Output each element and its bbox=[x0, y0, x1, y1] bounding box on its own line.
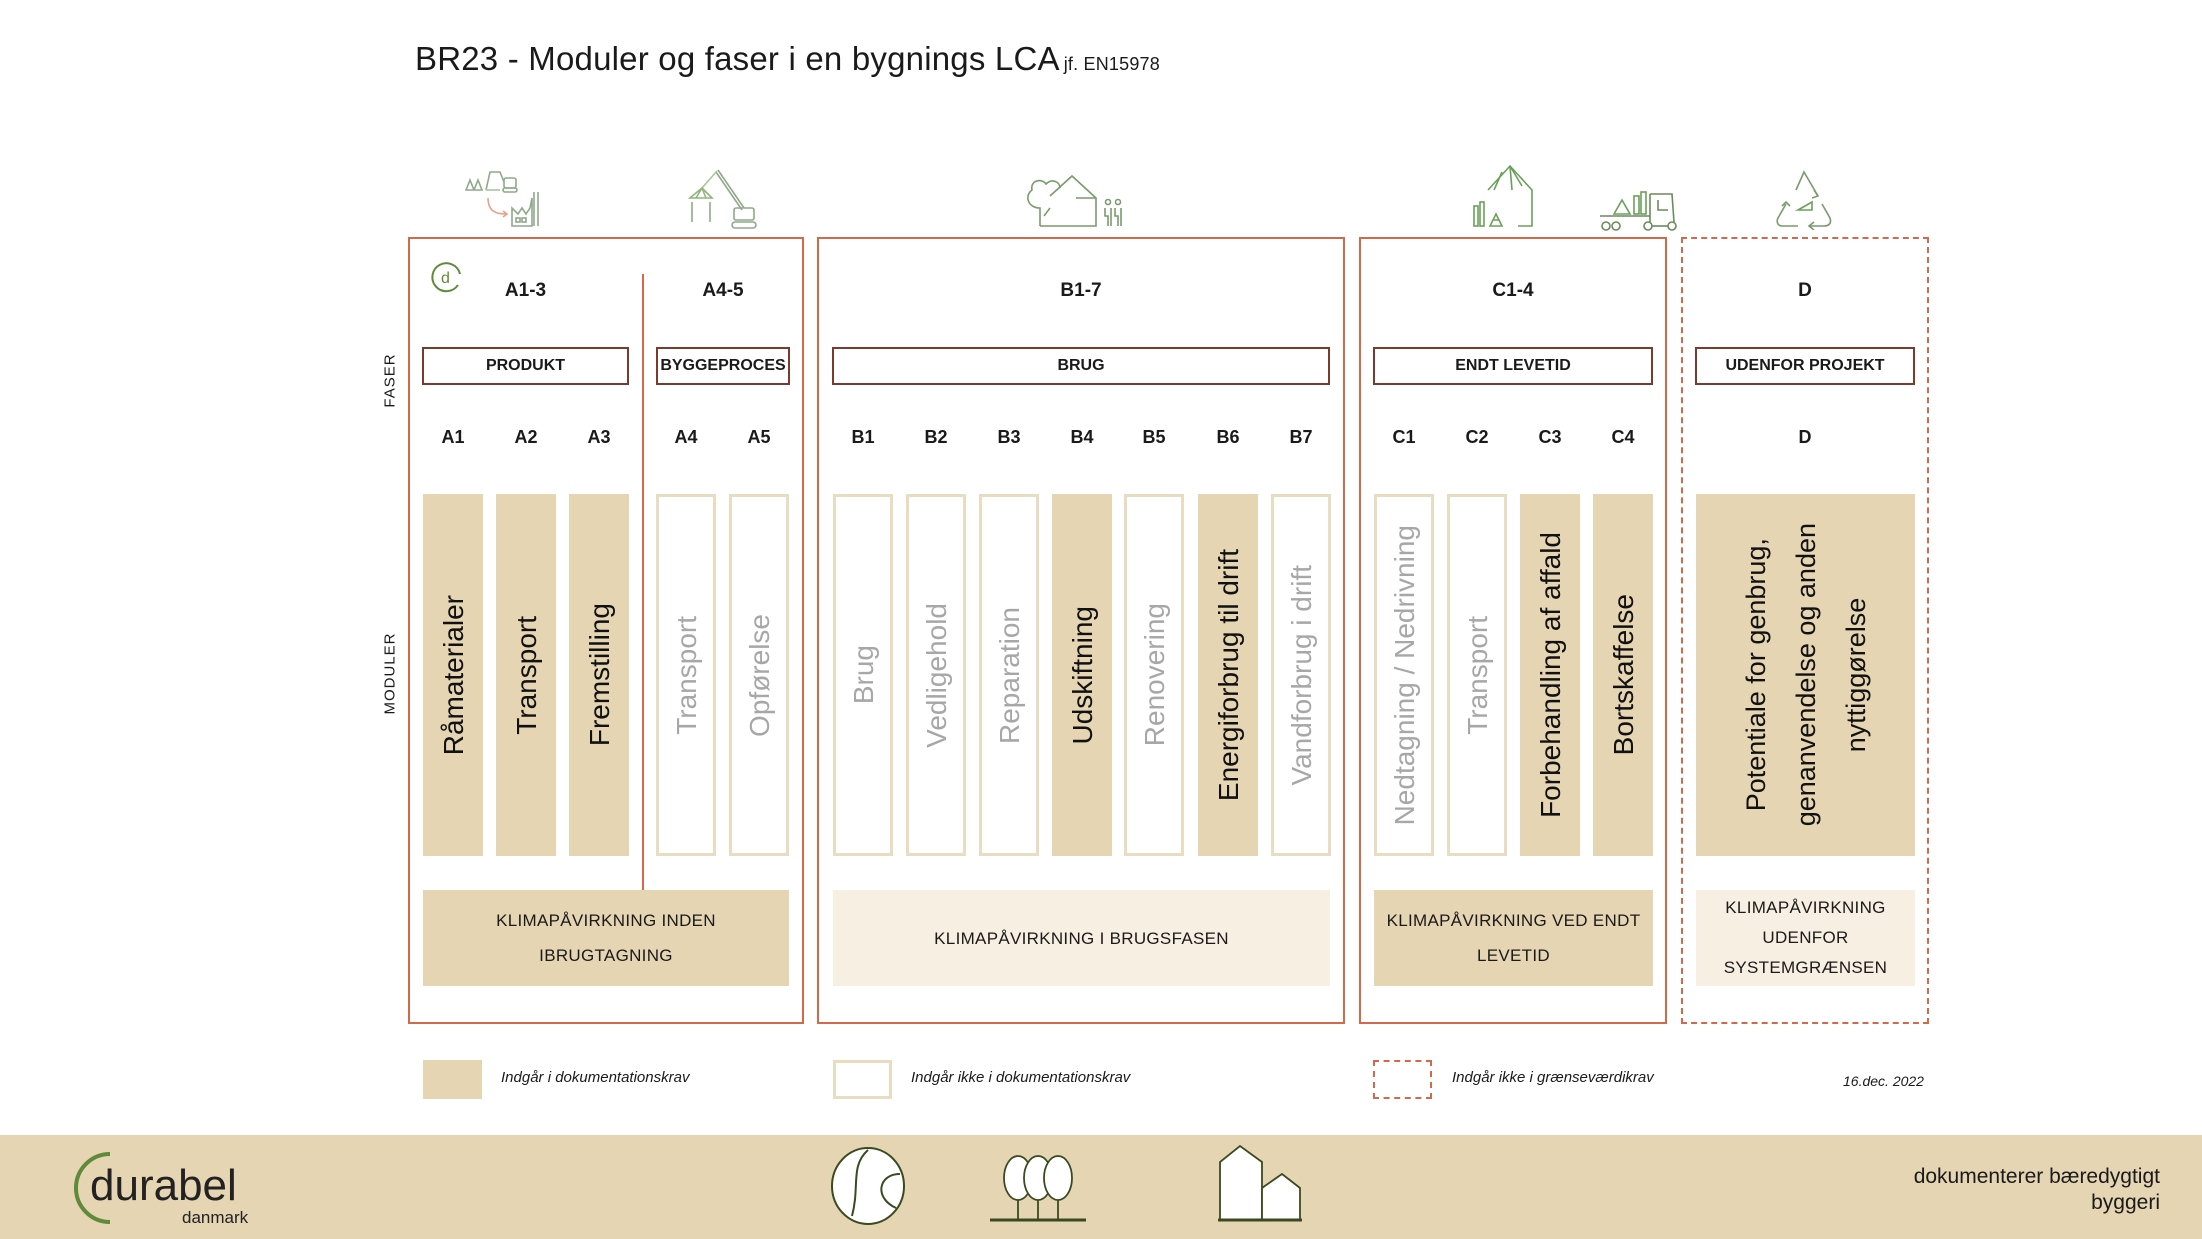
module-bar-c1: Nedtagning / Nedrivning bbox=[1374, 494, 1434, 856]
module-code-b5: B5 bbox=[1142, 427, 1166, 447]
module-bar-b6: Energiforbrug til drift bbox=[1198, 494, 1258, 856]
module-code-c2: C2 bbox=[1465, 427, 1489, 447]
group-title-c1-4: C1-4 bbox=[1492, 280, 1534, 301]
module-code-a3: A3 bbox=[587, 427, 611, 447]
module-bar-b5: Renovering bbox=[1124, 494, 1184, 856]
module-bar-b3: Reparation bbox=[979, 494, 1039, 856]
house-tree-people-icon bbox=[1020, 168, 1136, 230]
module-bar-b2: Vedligehold bbox=[906, 494, 966, 856]
phase-brug: BRUG bbox=[832, 347, 1330, 385]
impact-box-c: KLIMAPÅVIRKNING VED ENDT LEVETID bbox=[1374, 890, 1653, 986]
durabel-logo bbox=[72, 1148, 272, 1233]
demolition-icon bbox=[1472, 164, 1542, 230]
module-bar-c2: Transport bbox=[1447, 494, 1507, 856]
legend-label-not-included: Indgår ikke i dokumentationskrav bbox=[911, 1069, 1131, 1086]
module-code-b7: B7 bbox=[1289, 427, 1313, 447]
module-bar-a4: Transport bbox=[656, 494, 716, 856]
module-bar-a5: Opførelse bbox=[729, 494, 789, 856]
phase-produkt: PRODUKT bbox=[422, 347, 629, 385]
legend-label-included: Indgår i dokumentationskrav bbox=[501, 1069, 690, 1086]
phase-endt-levetid: ENDT LEVETID bbox=[1373, 347, 1653, 385]
module-code-d: D bbox=[1798, 427, 1812, 447]
module-code-a1: A1 bbox=[441, 427, 465, 447]
module-code-b1: B1 bbox=[851, 427, 875, 447]
impact-box-b: KLIMAPÅVIRKNING I BRUGSFASEN bbox=[833, 890, 1330, 986]
excavator-factory-icon bbox=[460, 168, 560, 230]
title-main: BR23 - Moduler og faser i en bygnings LCA bbox=[415, 40, 1060, 77]
group-title-d: D bbox=[1798, 280, 1812, 301]
module-code-b6: B6 bbox=[1216, 427, 1240, 447]
module-code-c3: C3 bbox=[1538, 427, 1562, 447]
buildings-icon bbox=[1218, 1144, 1304, 1222]
footer-tagline: dokumenterer bæredygtigt byggeri bbox=[1913, 1165, 2160, 1214]
legend-swatch-included bbox=[423, 1060, 482, 1099]
date-label: 16.dec. 2022 bbox=[1843, 1073, 1924, 1089]
module-code-a5: A5 bbox=[747, 427, 771, 447]
module-bar-c4: Bortskaffelse bbox=[1593, 494, 1653, 856]
faser-label: FASER bbox=[381, 353, 399, 408]
moduler-label: MODULER bbox=[381, 632, 399, 715]
module-bar-b4: Udskiftning bbox=[1052, 494, 1112, 856]
legend-swatch-not-included bbox=[833, 1060, 892, 1099]
module-code-a4: A4 bbox=[674, 427, 698, 447]
truck-icon bbox=[1598, 186, 1682, 234]
module-code-b4: B4 bbox=[1070, 427, 1094, 447]
module-bar-a2: Transport bbox=[496, 494, 556, 856]
crane-icon bbox=[688, 168, 760, 230]
phase-udenfor-projekt: UDENFOR PROJEKT bbox=[1695, 347, 1915, 385]
module-code-b2: B2 bbox=[924, 427, 948, 447]
module-bar-b7: Vandforbrug i drift bbox=[1271, 494, 1331, 856]
impact-box-a: KLIMAPÅVIRKNING INDEN IBRUGTAGNING bbox=[423, 890, 789, 986]
module-bar-a3: Fremstilling bbox=[569, 494, 629, 856]
module-code-c1: C1 bbox=[1392, 427, 1416, 447]
legend-swatch-limit-exempt bbox=[1373, 1060, 1432, 1099]
module-bar-c3: Forbehandling af affald bbox=[1520, 494, 1580, 856]
module-bar-b1: Brug bbox=[833, 494, 893, 856]
globe-icon bbox=[830, 1146, 906, 1226]
svg-text:d: d bbox=[441, 270, 450, 287]
group-title-a1-3: A1-3 bbox=[504, 280, 547, 301]
group-title-a4-5: A4-5 bbox=[702, 280, 744, 301]
legend-label-limit-exempt: Indgår ikke i grænseværdikrav bbox=[1452, 1069, 1654, 1086]
group-title-b1-7: B1-7 bbox=[1060, 280, 1102, 301]
group-a-divider bbox=[642, 274, 644, 891]
title-reference: jf. EN15978 bbox=[1063, 54, 1160, 74]
footer-band bbox=[0, 1135, 2202, 1239]
phase-byggeproces: BYGGEPROCES bbox=[656, 347, 790, 385]
trees-icon bbox=[988, 1152, 1088, 1222]
svg-text:danmark: danmark bbox=[182, 1208, 249, 1227]
durabel-logo-icon bbox=[72, 1148, 272, 1228]
module-code-b3: B3 bbox=[997, 427, 1021, 447]
module-bar-a1: Råmaterialer bbox=[423, 494, 483, 856]
recycle-icon bbox=[1772, 168, 1838, 230]
impact-box-d: KLIMAPÅVIRKNING UDENFOR SYSTEMGRÆNSEN bbox=[1696, 890, 1915, 986]
module-code-c4: C4 bbox=[1611, 427, 1635, 447]
module-code-a2: A2 bbox=[514, 427, 538, 447]
page-title bbox=[415, 40, 1160, 78]
module-bar-d: Potentiale for genbrug, genanvendelse og anden nyttiggørelse bbox=[1696, 494, 1915, 856]
svg-text:durabel: durabel bbox=[90, 1161, 237, 1210]
